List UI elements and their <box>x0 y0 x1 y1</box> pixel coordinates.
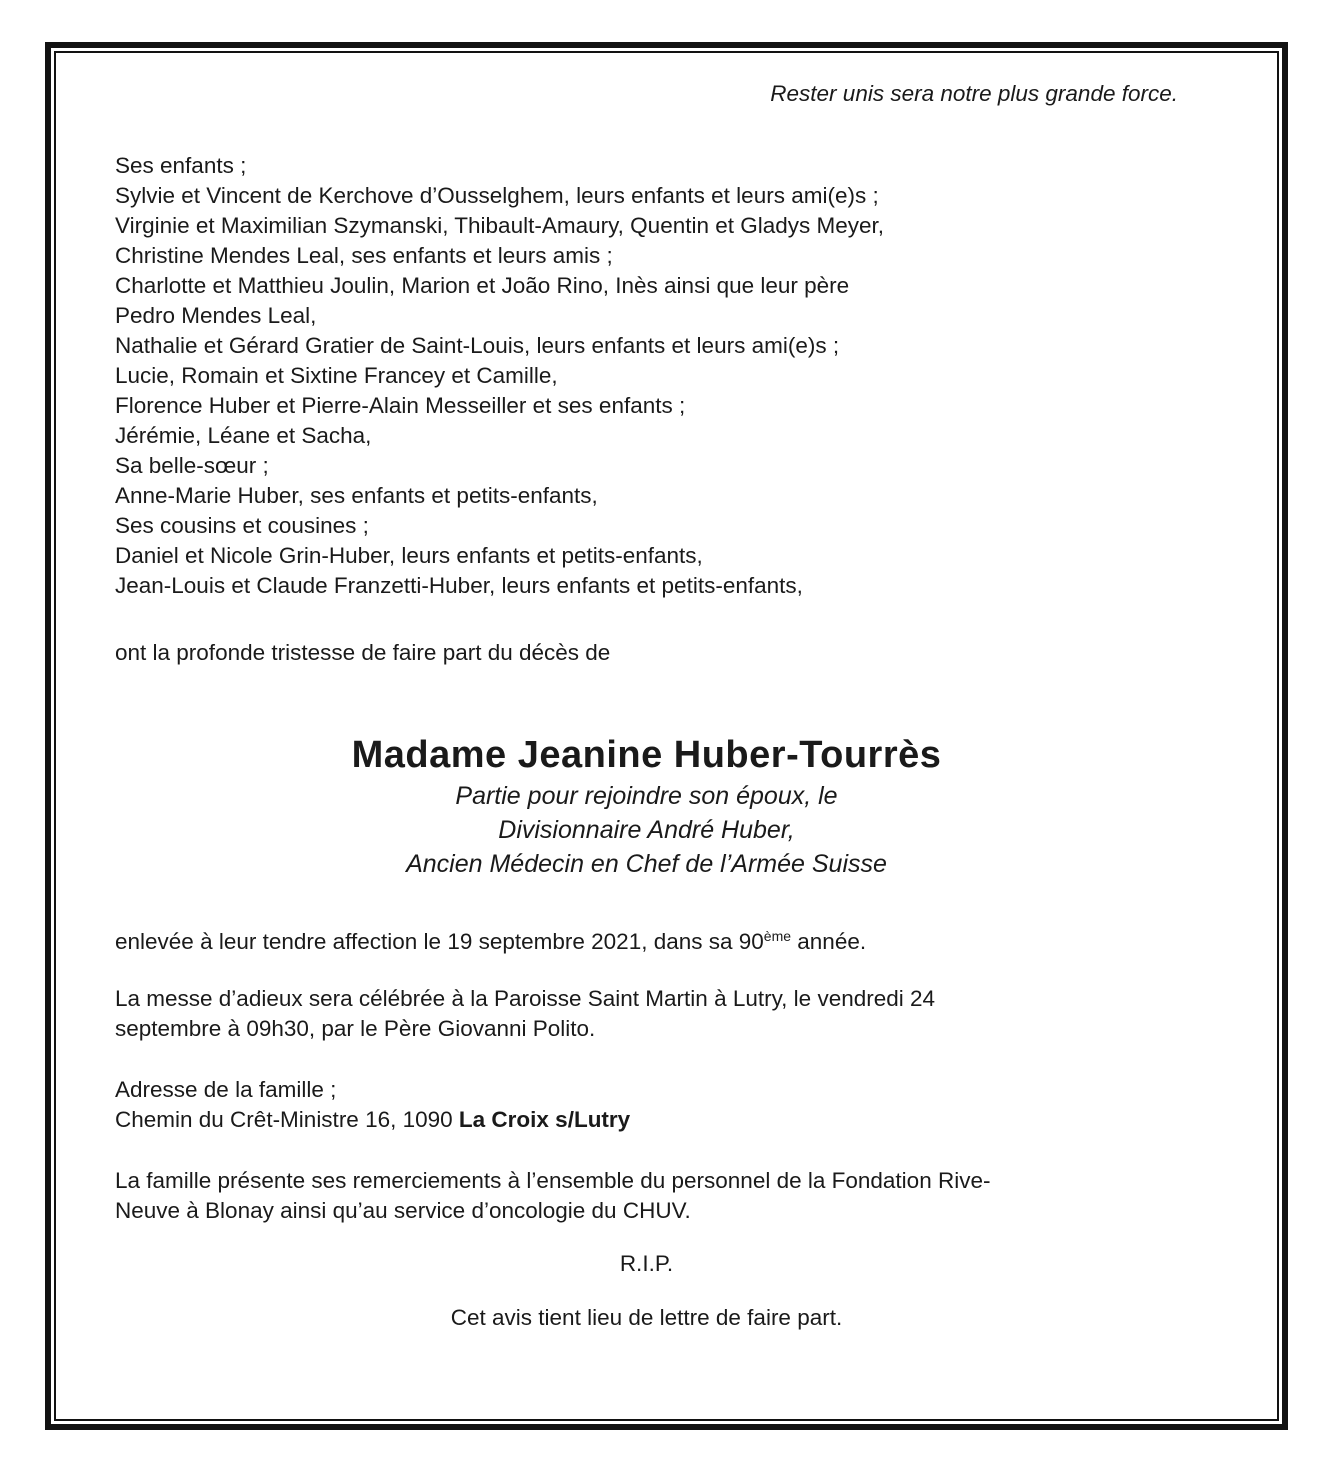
family-line: Lucie, Romain et Sixtine Francey et Camille, <box>115 363 558 388</box>
subtitle-block <box>115 779 1178 881</box>
family-line: Jérémie, Léane et Sacha, <box>115 423 372 448</box>
address-line <box>115 1105 1178 1135</box>
family-line: Anne-Marie Huber, ses enfants et petits-enfants, <box>115 483 598 508</box>
subtitle-line: Partie pour rejoindre son époux, le <box>455 782 838 810</box>
outer-frame <box>45 42 1288 1430</box>
family-line: Pedro Mendes Leal, <box>115 303 317 328</box>
family-line: Virginie et Maximilian Szymanski, Thibault-Amaury, Quentin et Gladys Meyer, <box>115 213 885 238</box>
service-line: septembre à 09h30, par le Père Giovanni Polito. <box>115 1016 596 1041</box>
family-line: Florence Huber et Pierre-Alain Messeiller et ses enfants ; <box>115 393 686 418</box>
family-line: Jean-Louis et Claude Franzetti-Huber, leurs enfants et petits-enfants, <box>115 573 803 598</box>
inner-frame <box>54 51 1279 1421</box>
family-line: Ses cousins et cousines ; <box>115 513 369 538</box>
address-label: Adresse de la famille ; <box>115 1077 337 1102</box>
deceased-name: Madame Jeanine Huber-Tourrès <box>351 734 942 776</box>
family-line: Sylvie et Vincent de Kerchove d’Ousselghem, leurs enfants et leurs ami(e)s ; <box>115 183 879 208</box>
address-locality: La Croix s/Lutry <box>458 1107 631 1132</box>
address-block <box>115 1075 1178 1135</box>
family-line: Daniel et Nicole Grin-Huber, leurs enfants et petits-enfants, <box>115 543 703 568</box>
family-line: Charlotte et Matthieu Joulin, Marion et João Rino, Inès ainsi que leur père <box>115 273 850 298</box>
family-list <box>115 151 1178 601</box>
family-line: Ses enfants ; <box>115 153 247 178</box>
death-date-line <box>115 927 1178 957</box>
subtitle-line: Ancien Médecin en Chef de l’Armée Suisse <box>406 850 887 878</box>
closing-line: Cet avis tient lieu de lettre de faire part. <box>450 1305 843 1330</box>
epigraph: Rester unis sera notre plus grande force. <box>770 81 1178 106</box>
address-street: Chemin du Crêt-Ministre 16, 1090 <box>115 1107 459 1132</box>
thanks-line: Neuve à Blonay ainsi qu’au service d’oncologie du CHUV. <box>115 1198 691 1223</box>
thanks-line: La famille présente ses remerciements à l’ensemble du personnel de la Fondation Rive- <box>115 1168 991 1193</box>
death-date-tail: année. <box>791 929 867 954</box>
superscript-ordinal: ème <box>763 928 792 944</box>
service-line: La messe d’adieux sera célébrée à la Paroisse Saint Martin à Lutry, le vendredi 24 <box>115 986 936 1011</box>
service-block <box>115 984 1178 1044</box>
announcement-line: ont la profonde tristesse de faire part du décès de <box>115 640 611 665</box>
thanks-block <box>115 1166 1178 1226</box>
rip-text: R.I.P. <box>619 1251 674 1276</box>
family-line: Nathalie et Gérard Gratier de Saint-Louis, leurs enfants et leurs ami(e)s ; <box>115 333 840 358</box>
family-line: Christine Mendes Leal, ses enfants et leurs amis ; <box>115 243 613 268</box>
death-date-text: enlevée à leur tendre affection le 19 septembre 2021, dans sa 90 <box>115 929 764 954</box>
subtitle-line: Divisionnaire André Huber, <box>498 816 795 844</box>
family-line: Sa belle-sœur ; <box>115 453 269 478</box>
document-page <box>56 53 1277 1419</box>
